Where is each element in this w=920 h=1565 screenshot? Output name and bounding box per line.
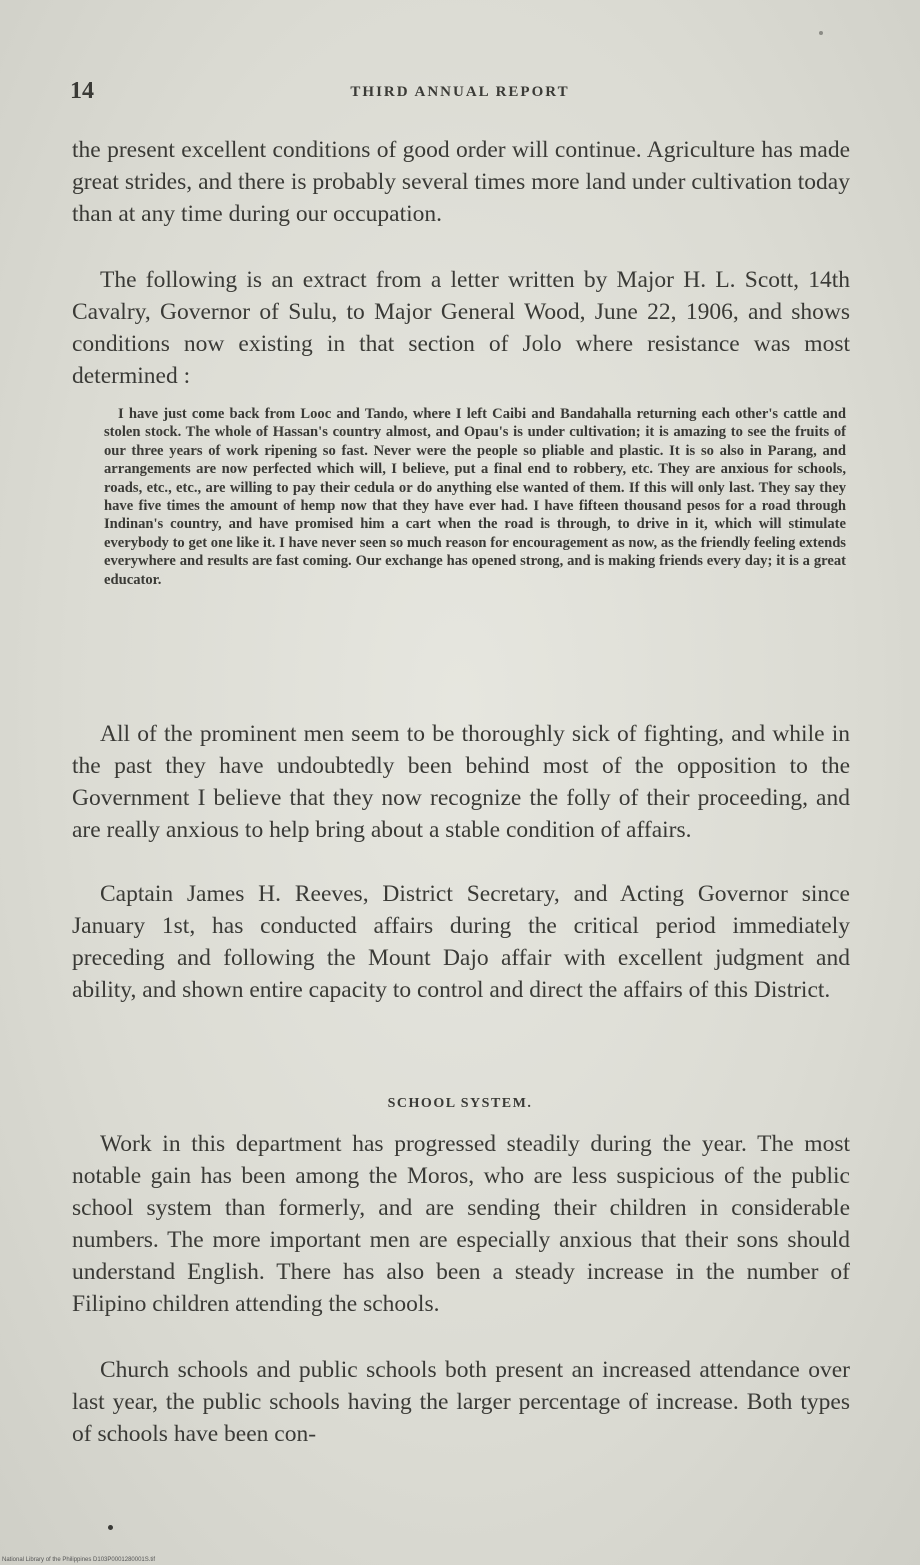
block-quote-letter: I have just come back from Looc and Tando, where I left Caibi and Bandahalla returning each other's cattle and stolen stock. The whole of Hassan's country almost, and Opau's is under cultivation; it is amazing to see the fruits of our three years of work ripening so fast. Never were the people so pliable and plastic. It is so also in Parang, and arrangements are now perfected which will, I believe, put a final end to robbery, etc. They are anxious for schools, roads, etc., etc., are willing to pay their cedula or do anything else wanted of them. If this will only last. They say they have five times the amount of hemp now that they have ever had. I have fifteen thousand pesos for a road through Indinan's country, and have promised him a cart when the road is through, to drive in it, which will stimulate everybody to get one like it. I have never seen so much reason for encouragement as now, as the friendly feeling extends everywhere and results are fast coming. Our exchange has opened strong, and is making friends every day; it is a great educator. <box>104 406 846 588</box>
paragraph-extract-intro: The following is an extract from a letter written by Major H. L. Scott, 14th Cavalry, Governor of Sulu, to Major General Wood, June 22, 1906, and shows conditions now existing in that section of Jolo where resistance was most determined : <box>72 267 850 389</box>
paragraph-school-progress: Work in this department has progressed steadily during the year. The most notable gain has been among the Moros, who are less suspicious of the public school system than formerly, and are sending their children in considerable numbers. The more important men are especially anxious that their sons should understand English. There has also been a steady increase in the number of Filipino children attending the schools. <box>72 1131 850 1317</box>
running-head: THIRD ANNUAL REPORT <box>350 84 570 100</box>
page-header <box>70 78 850 108</box>
paragraph-captain-reeves: Captain James H. Reeves, District Secretary, and Acting Governor since January 1st, has conducted affairs during the critical period immediately preceding and following the Mount Dajo affair with excellent judgment and ability, and shown entire capacity to control and direct the affairs of this District. <box>72 881 850 1003</box>
paragraph-prominent-men: All of the prominent men seem to be thoroughly sick of fighting, and while in the past they have undoubtedly been behind most of the opposition to the Government I believe that they now recognize the folly of their proceeding, and are really anxious to help bring about a stable condition of affairs. <box>72 721 850 843</box>
paragraph-church-schools: Church schools and public schools both present an increased attendance over last year, the public schools having the larger percentage of increase. Both types of schools have been con- <box>72 1357 850 1447</box>
paragraph-continuation: the present excellent conditions of good order will continue. Agriculture has made great strides, and there is probably several times more land under cultivation today than at any time during our occupation. <box>72 137 850 227</box>
page-number: 14 <box>70 78 94 104</box>
paper-speck <box>819 31 823 35</box>
source-footer: National Library of the Philippines D103P0001280001S.tif <box>2 1557 156 1563</box>
ink-dot <box>108 1525 113 1530</box>
section-title: SCHOOL SYSTEM. <box>387 1096 533 1111</box>
